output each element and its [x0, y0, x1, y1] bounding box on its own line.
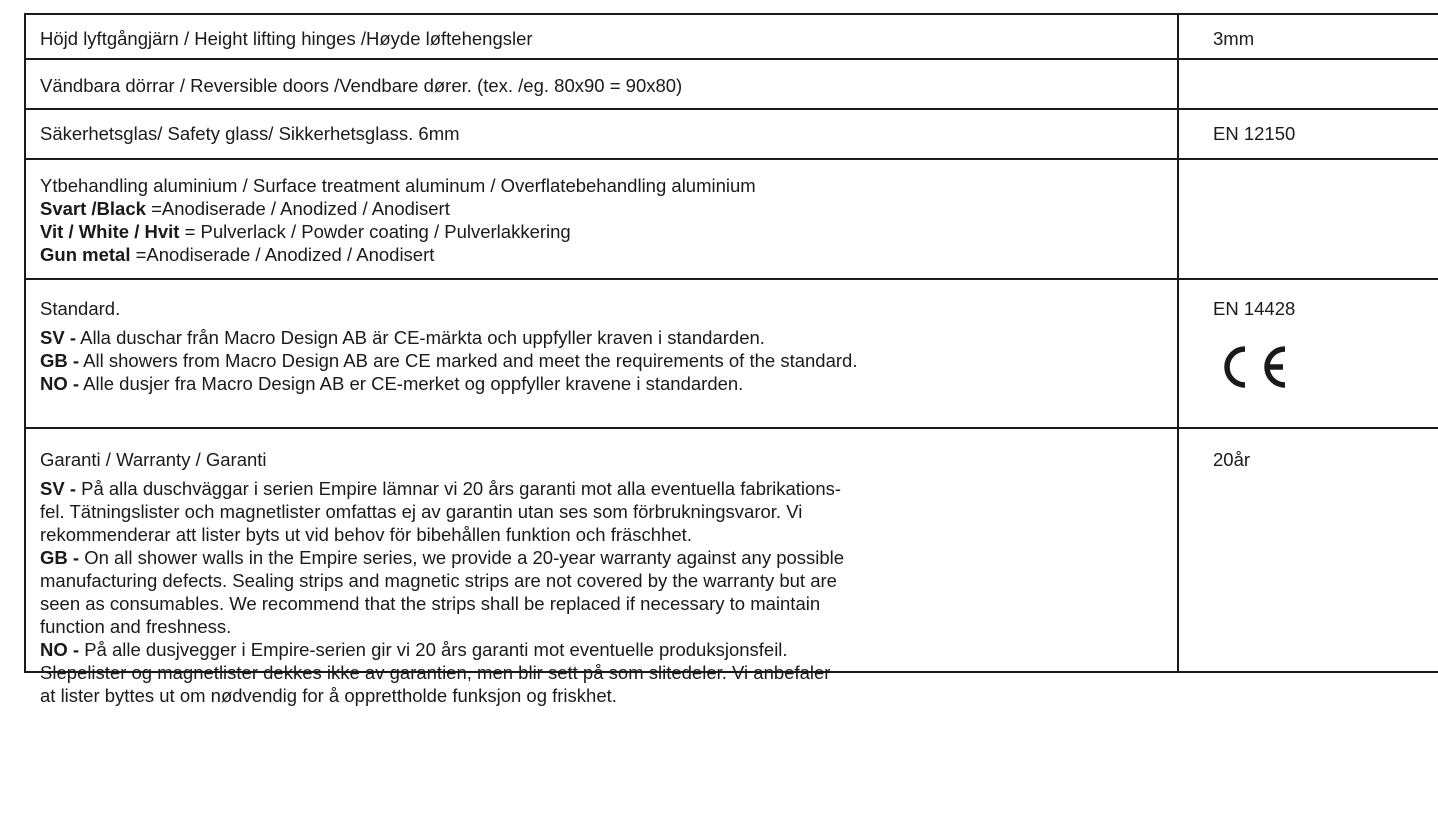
- finish-name: Svart /Black: [40, 198, 146, 219]
- finish-detail: =Anodiserade / Anodized / Anodisert: [145, 198, 450, 219]
- language-code: SV -: [40, 327, 76, 348]
- finish-line-black: [40, 197, 1167, 220]
- finish-name: Vit / White / Hvit: [40, 221, 180, 242]
- warranty-no-line: Slepelister og magnetlister dekkes ikke av garantien, men blir sett på som slitedeler. Vi anbefaler: [40, 662, 831, 683]
- value-cell: [1178, 428, 1438, 672]
- warranty-sv-line: rekommenderar att lister byts ut vid behov för bibehållen funktion och fräschhet.: [40, 524, 692, 545]
- language-code: NO -: [40, 639, 80, 660]
- row-value: EN 12150: [1213, 123, 1296, 144]
- row-title: Standard.: [40, 298, 121, 319]
- warranty-gb-line: manufacturing defects. Sealing strips and magnetic strips are not covered by the warranty but are: [40, 570, 837, 591]
- table-row: [25, 109, 1438, 159]
- warranty-text: On all shower walls in the Empire series, we provide a 20-year warranty against any possible: [79, 547, 845, 568]
- description-cell: [25, 109, 1178, 159]
- description-cell: [25, 428, 1178, 706]
- value-cell: [1178, 109, 1438, 159]
- description-cell: [25, 14, 1178, 59]
- row-text: Vändbara dörrar / Reversible doors /Vendbare dører. (tex. /eg. 80x90 = 90x80): [40, 75, 683, 96]
- table-row: [25, 59, 1438, 109]
- warranty-no-line: at lister byttes ut om nødvendig for å opprettholde funksjon og friskhet.: [40, 685, 617, 706]
- table-row: [25, 159, 1438, 279]
- value-cell: [1178, 279, 1438, 428]
- standard-line-no: [40, 372, 1167, 395]
- finish-detail: =Anodiserade / Anodized / Anodisert: [130, 244, 435, 265]
- value-cell: [1178, 159, 1438, 279]
- value-cell: [1178, 59, 1438, 109]
- finish-line-white: [40, 220, 1167, 243]
- warranty-text: På alla duschväggar i serien Empire lämnar vi 20 års garanti mot alla eventuella fabrikations-: [75, 478, 842, 499]
- description-cell: [25, 279, 1178, 428]
- row-value: 20år: [1213, 449, 1251, 470]
- description-cell: [25, 59, 1178, 109]
- standard-line-sv: [40, 326, 1167, 349]
- warranty-text: På alle dusjvegger i Empire-serien gir vi 20 års garanti mot eventuelle produksjonsfeil.: [79, 639, 788, 660]
- warranty-gb-line: [40, 546, 1167, 569]
- value-cell: [1178, 14, 1438, 59]
- row-value: EN 14428: [1213, 298, 1296, 319]
- table-row: [25, 14, 1438, 59]
- language-code: GB -: [40, 547, 80, 568]
- warranty-gb-line: seen as consumables. We recommend that the strips shall be replaced if necessary to maintain: [40, 593, 821, 614]
- language-code: SV -: [40, 478, 76, 499]
- table-row: [25, 428, 1438, 672]
- finish-detail: = Pulverlack / Powder coating / Pulverlakkering: [179, 221, 571, 242]
- warranty-gb-line: function and freshness.: [40, 616, 232, 637]
- table-row: [25, 279, 1438, 428]
- description-cell: [25, 159, 1178, 279]
- finish-line-gun-metal: [40, 243, 1167, 266]
- row-title: Garanti / Warranty / Garanti: [40, 449, 267, 470]
- standard-text: All showers from Macro Design AB are CE marked and meet the requirements of the standard.: [79, 350, 858, 371]
- language-code: GB -: [40, 350, 80, 371]
- standard-text: Alle dusjer fra Macro Design AB er CE-merket og oppfyller kravene i standarden.: [79, 373, 744, 394]
- standard-text: Alla duschar från Macro Design AB är CE-märkta och uppfyller kraven i standarden.: [75, 327, 765, 348]
- spec-table: [24, 13, 1438, 706]
- warranty-sv-line: [40, 477, 1167, 500]
- row-text: Säkerhetsglas/ Safety glass/ Sikkerhetsglass. 6mm: [40, 123, 460, 144]
- standard-line-gb: [40, 349, 1167, 372]
- language-code: NO -: [40, 373, 80, 394]
- row-value: 3mm: [1213, 28, 1255, 49]
- row-title: Ytbehandling aluminium / Surface treatment aluminum / Overflatebehandling aluminium: [40, 175, 756, 196]
- finish-name: Gun metal: [40, 244, 131, 265]
- ce-mark-icon: [1215, 341, 1293, 393]
- warranty-no-line: [40, 638, 1167, 661]
- row-text: Höjd lyftgångjärn / Height lifting hinges /Høyde løftehengsler: [40, 28, 533, 49]
- warranty-sv-line: fel. Tätningslister och magnetlister omfattas ej av garantin utan ses som förbrukningsvaror. Vi: [40, 501, 803, 522]
